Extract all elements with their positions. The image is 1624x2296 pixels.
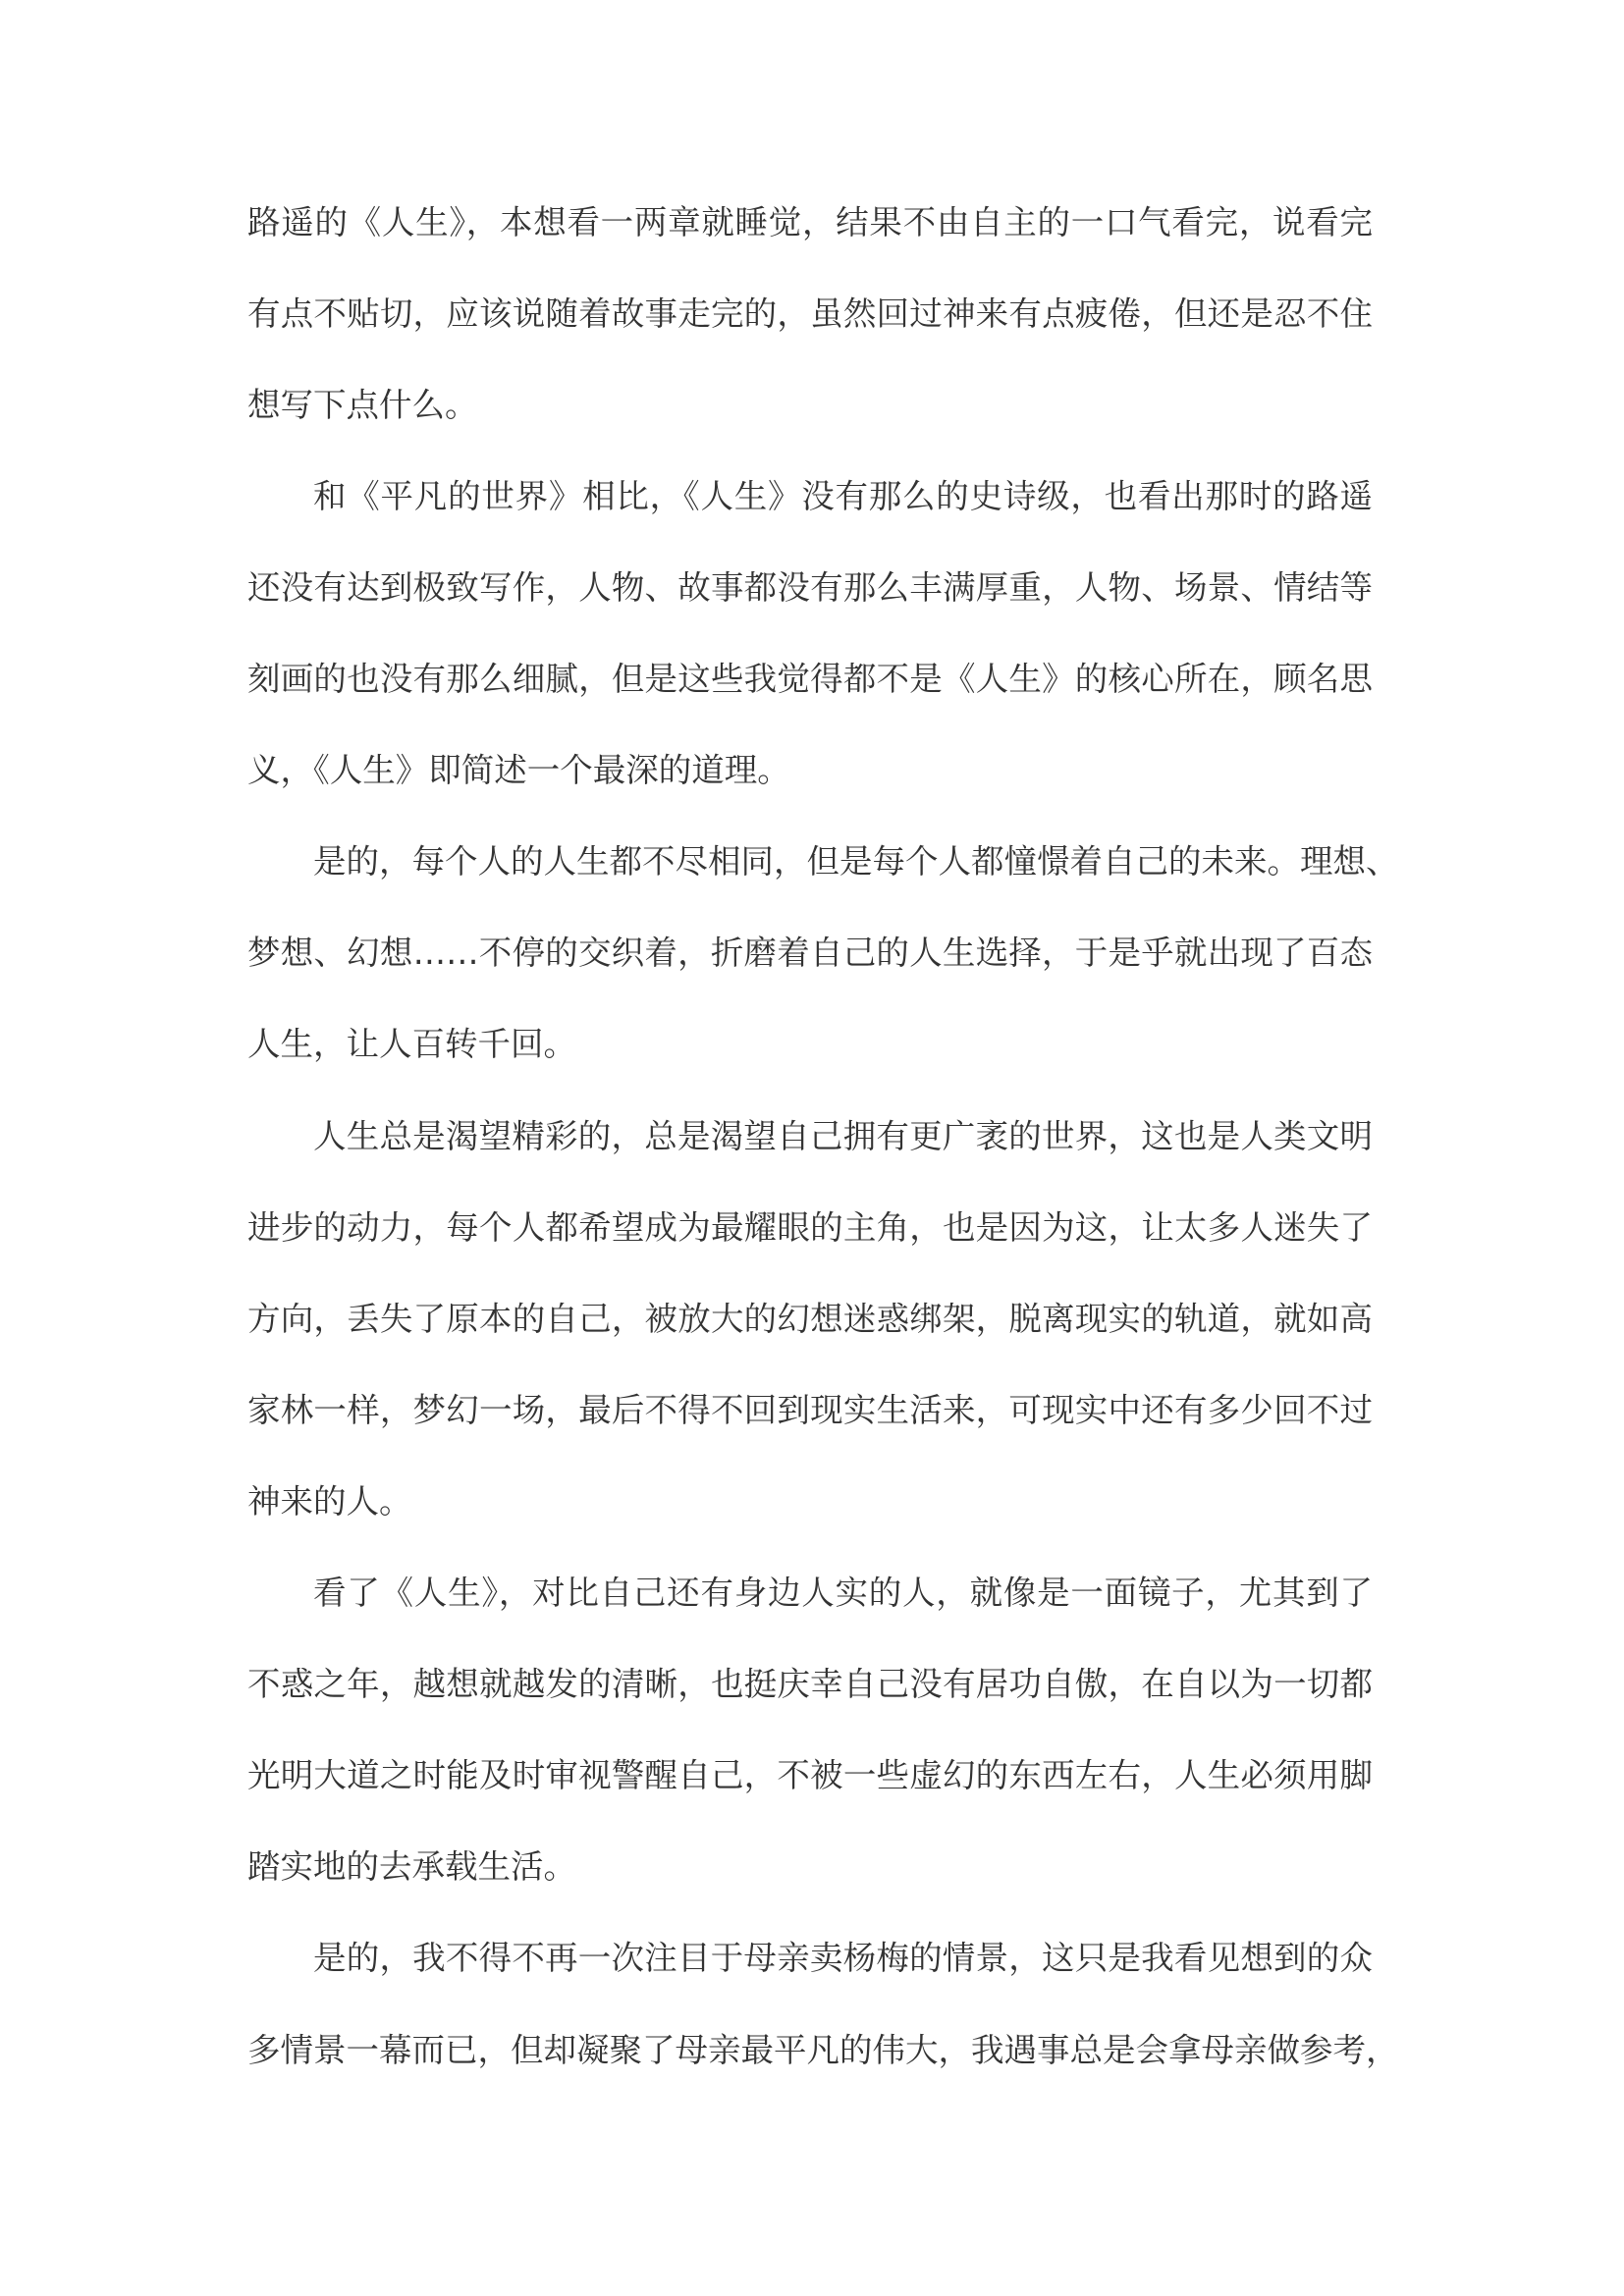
text-line: 不惑之年，越想就越发的清晰，也挺庆幸自己没有居功自傲，在自以为一切都 (247, 1665, 1373, 1704)
text-line: 多情景一幕而已，但却凝聚了母亲最平凡的伟大，我遇事总是会拿母亲做参考， (247, 2030, 1399, 2069)
text-line: 想写下点什么。 (247, 385, 478, 424)
text-line: 有点不贴切，应该说随着故事走完的，虽然回过神来有点疲倦，但还是忍不住 (247, 294, 1373, 333)
text-line: 方向，丢失了原本的自己，被放大的幻想迷惑绑架，脱离现实的轨道，就如高 (247, 1299, 1373, 1338)
text-line: 看了《人生》，对比自己还有身边人实的人，就像是一面镜子，尤其到了 (313, 1574, 1373, 1612)
text-line: 义，《人生》即简述一个最深的道理。 (247, 751, 790, 790)
text-line: 踏实地的去承载生活。 (247, 1847, 576, 1887)
text-line: 光明大道之时能及时审视警醒自己，不被一些虚幻的东西左右，人生必须用脚 (247, 1756, 1373, 1795)
text-line: 还没有达到极致写作，人物、故事都没有那么丰满厚重，人物、场景、情结等 (247, 567, 1373, 607)
text-line: 刻画的也没有那么细腻，但是这些我觉得都不是《人生》的核心所在，顾名思 (247, 660, 1373, 698)
text-line: 路遥的《人生》，本想看一两章就睡觉，结果不由自主的一口气看完，说看完 (247, 202, 1373, 241)
text-line: 和《平凡的世界》相比，《人生》没有那么的史诗级，也看出那时的路遥 (313, 476, 1373, 515)
text-line: 家林一样，梦幻一场，最后不得不回到现实生活来，可现实中还有多少回不过 (247, 1390, 1373, 1429)
text-line: 进步的动力，每个人都希望成为最耀眼的主角，也是因为这，让太多人迷失了 (247, 1207, 1373, 1247)
text-line: 是的，每个人的人生都不尽相同，但是每个人都憧憬着自己的未来。理想、 (313, 842, 1399, 881)
text-line: 人生总是渴望精彩的，总是渴望自己拥有更广袤的世界，这也是人类文明 (313, 1116, 1373, 1155)
text-line: 神来的人。 (247, 1481, 412, 1521)
text-line: 梦想、幻想……不停的交织着，折磨着自己的人生选择，于是乎就出现了百态 (247, 934, 1373, 973)
text-line: 是的，我不得不再一次注目于母亲卖杨梅的情景，这只是我看见想到的众 (313, 1939, 1373, 1978)
text-line: 人生，让人百转千回。 (247, 1025, 576, 1064)
